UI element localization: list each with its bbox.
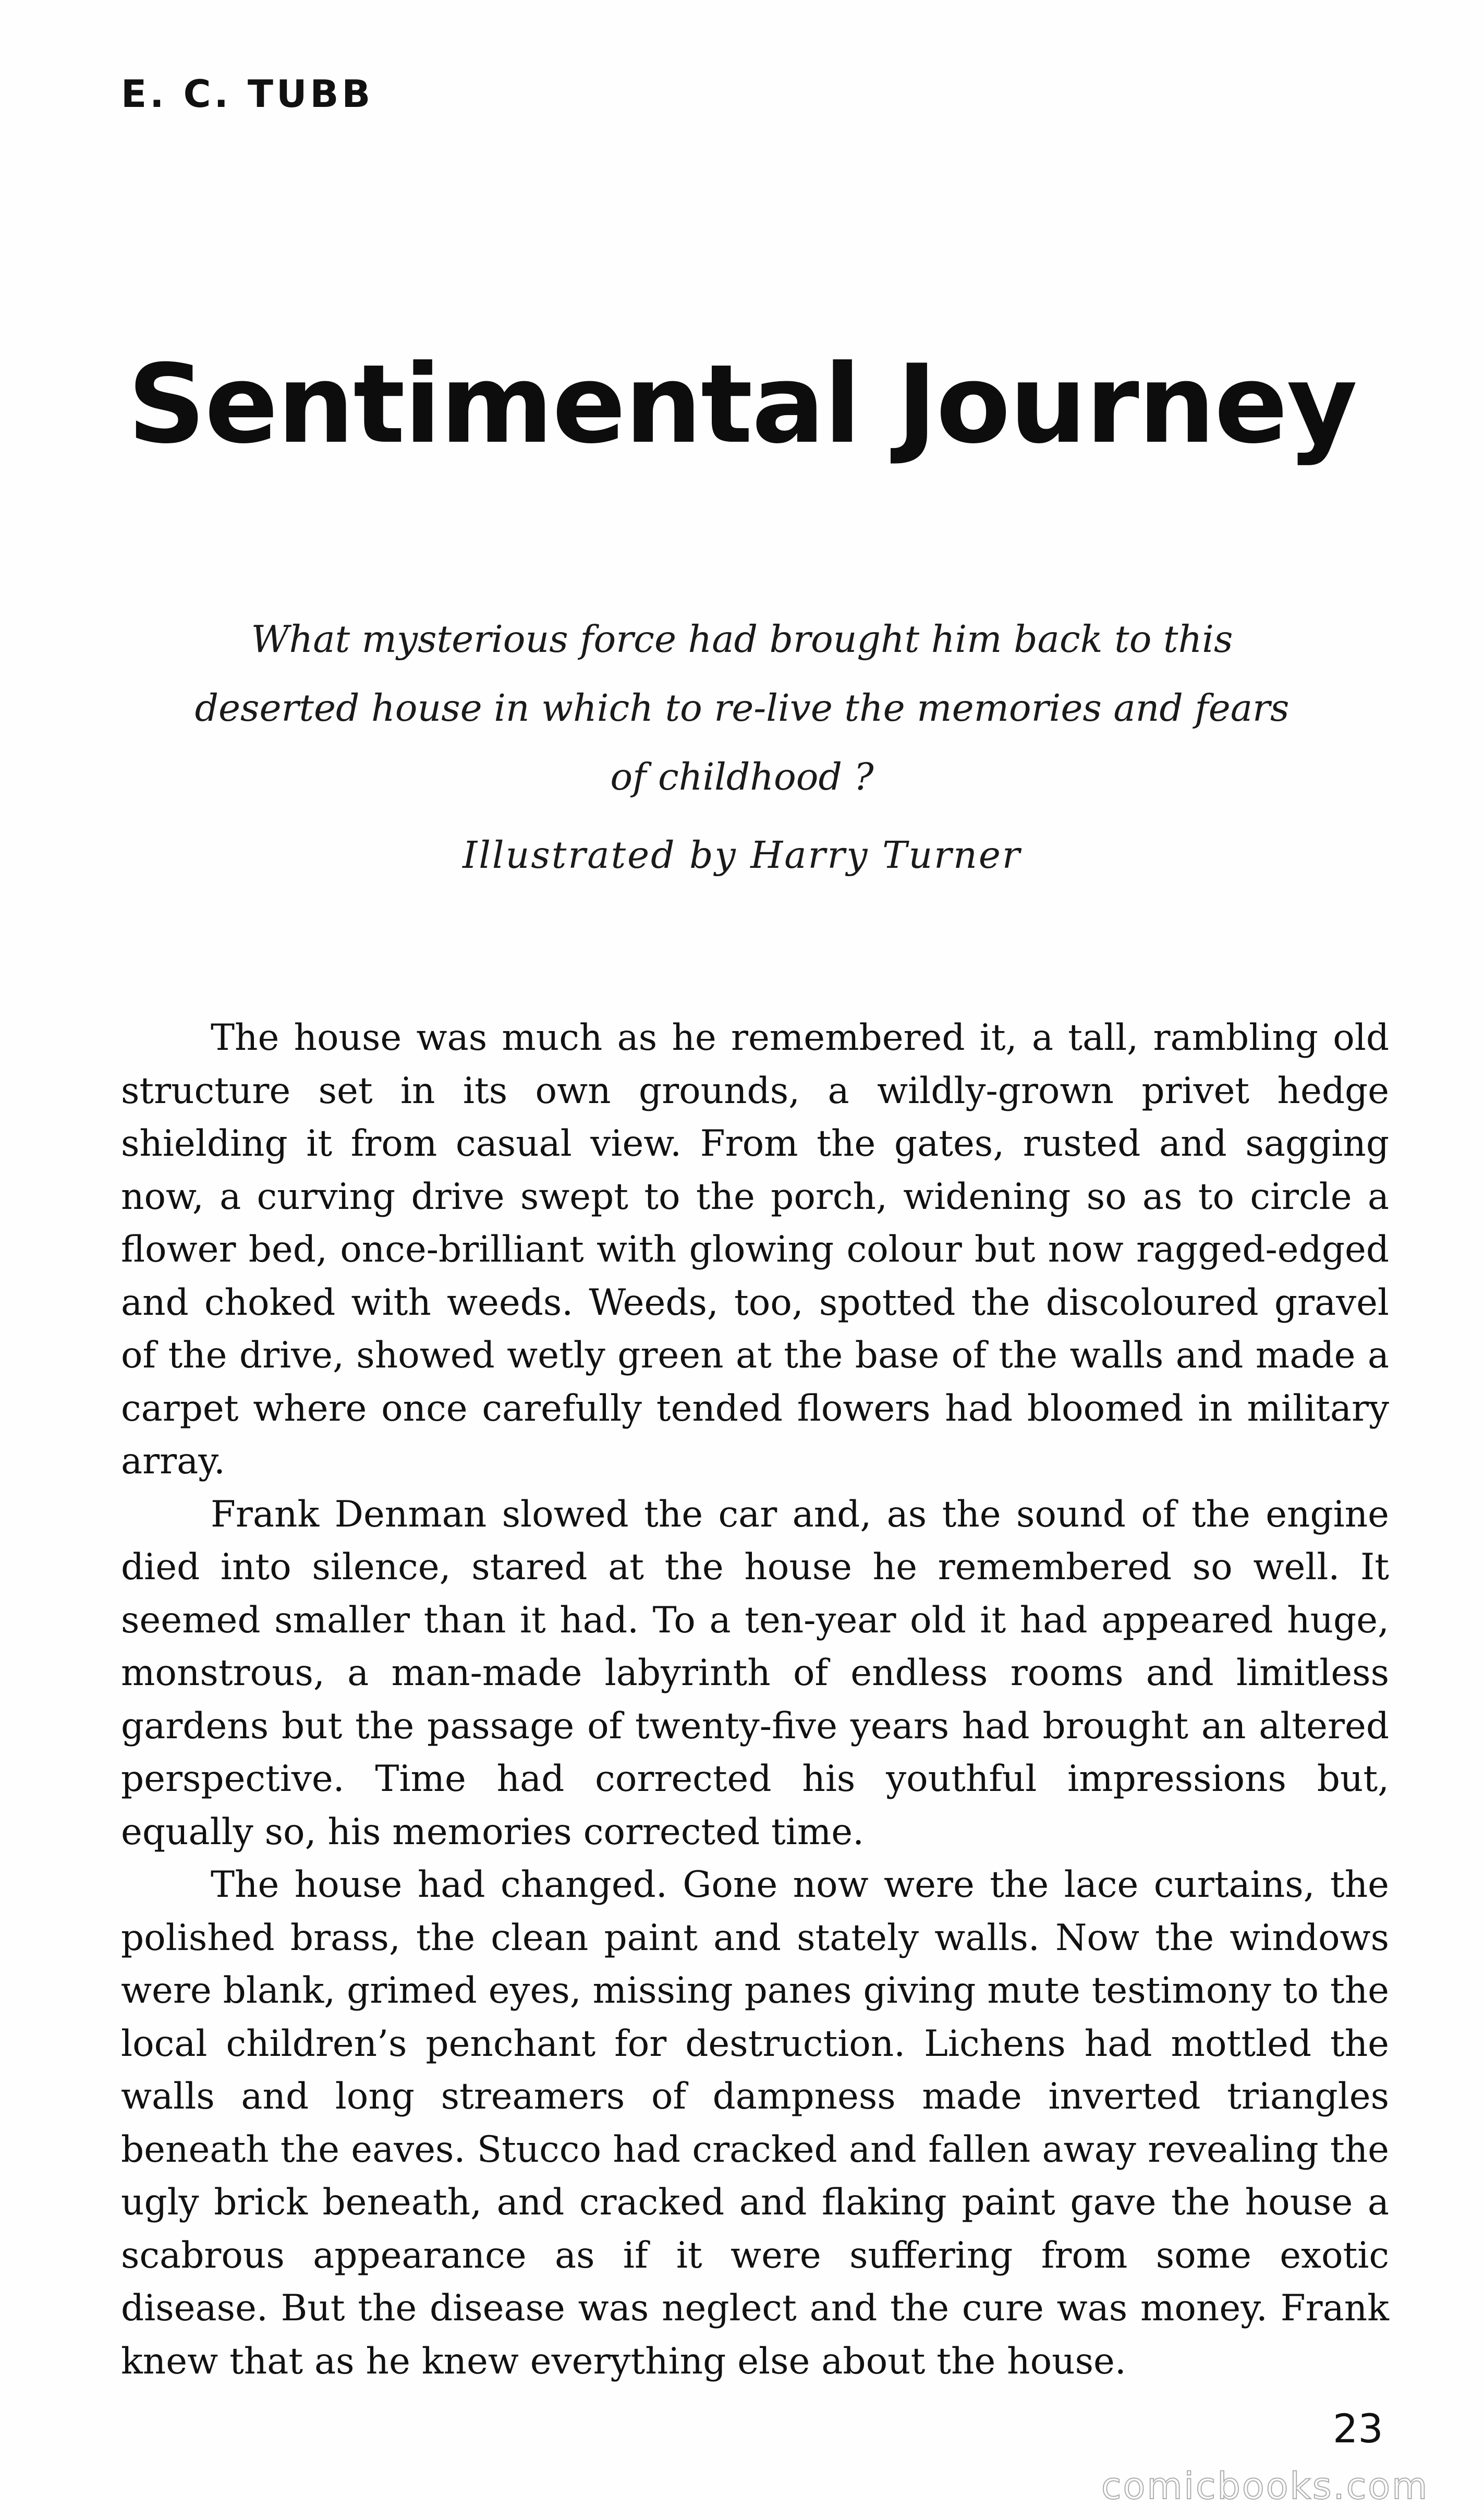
story-body — [121, 1012, 1389, 2388]
body-paragraph-1: The house was much as he remembered it, a tall, rambling old structure set in its own grounds, a wildly-grown privet hedge shielding it from casual view. From the gates, rusted and sagging now, a curving drive swept to the porch, widening so as to circle a flower bed, once-brilliant with glowing colour but now ragged-edged and choked with weeds. Weeds, too, spotted the discoloured gravel of the drive, showed wetly green at the base of the walls and made a carpet where once carefully tended flowers had bloomed in military array. — [121, 1017, 1389, 1482]
body-paragraph-3: The house had changed. Gone now were the lace curtains, the polished brass, the clean paint and stately walls. Now the windows were blank, grimed eyes, missing panes giving mute testimony to the local children’s penchant for destruction. Lichens had mottled the walls and long streamers of dampness made inverted triangles beneath the eaves. Stucco had cracked and fallen away revealing the ugly brick beneath, and cracked and flaking paint gave the house a scabrous appearance as if it were suffering from some exotic disease. But the disease was neglect and the cure was money. Frank knew that as he knew everything else about the house. — [121, 1864, 1389, 2382]
page-number: 23 — [1333, 2405, 1383, 2452]
body-paragraph-2: Frank Denman slowed the car and, as the sound of the engine died into silence, stared at the house he remembered so well. It seemed smaller than it had. To a ten-year old it had appeared huge, monstrous, a man-made labyrinth of endless rooms and limitless gardens but the passage of twenty-five years had brought an altered perspective. Time had corrected his youthful impressions but, equally so, his memories corrected time. — [121, 1493, 1389, 1853]
illustrator-credit: Illustrated by Harry Turner — [463, 833, 1021, 877]
watermark: comicbooks.com — [1101, 2465, 1429, 2508]
author-byline: E. C. TUBB — [121, 72, 374, 116]
story-title: Sentimental Journey — [127, 342, 1357, 468]
story-blurb: What mysterious force had brought him back to this deserted house in which to re-live the memories and fears of childhood ? — [194, 617, 1290, 798]
